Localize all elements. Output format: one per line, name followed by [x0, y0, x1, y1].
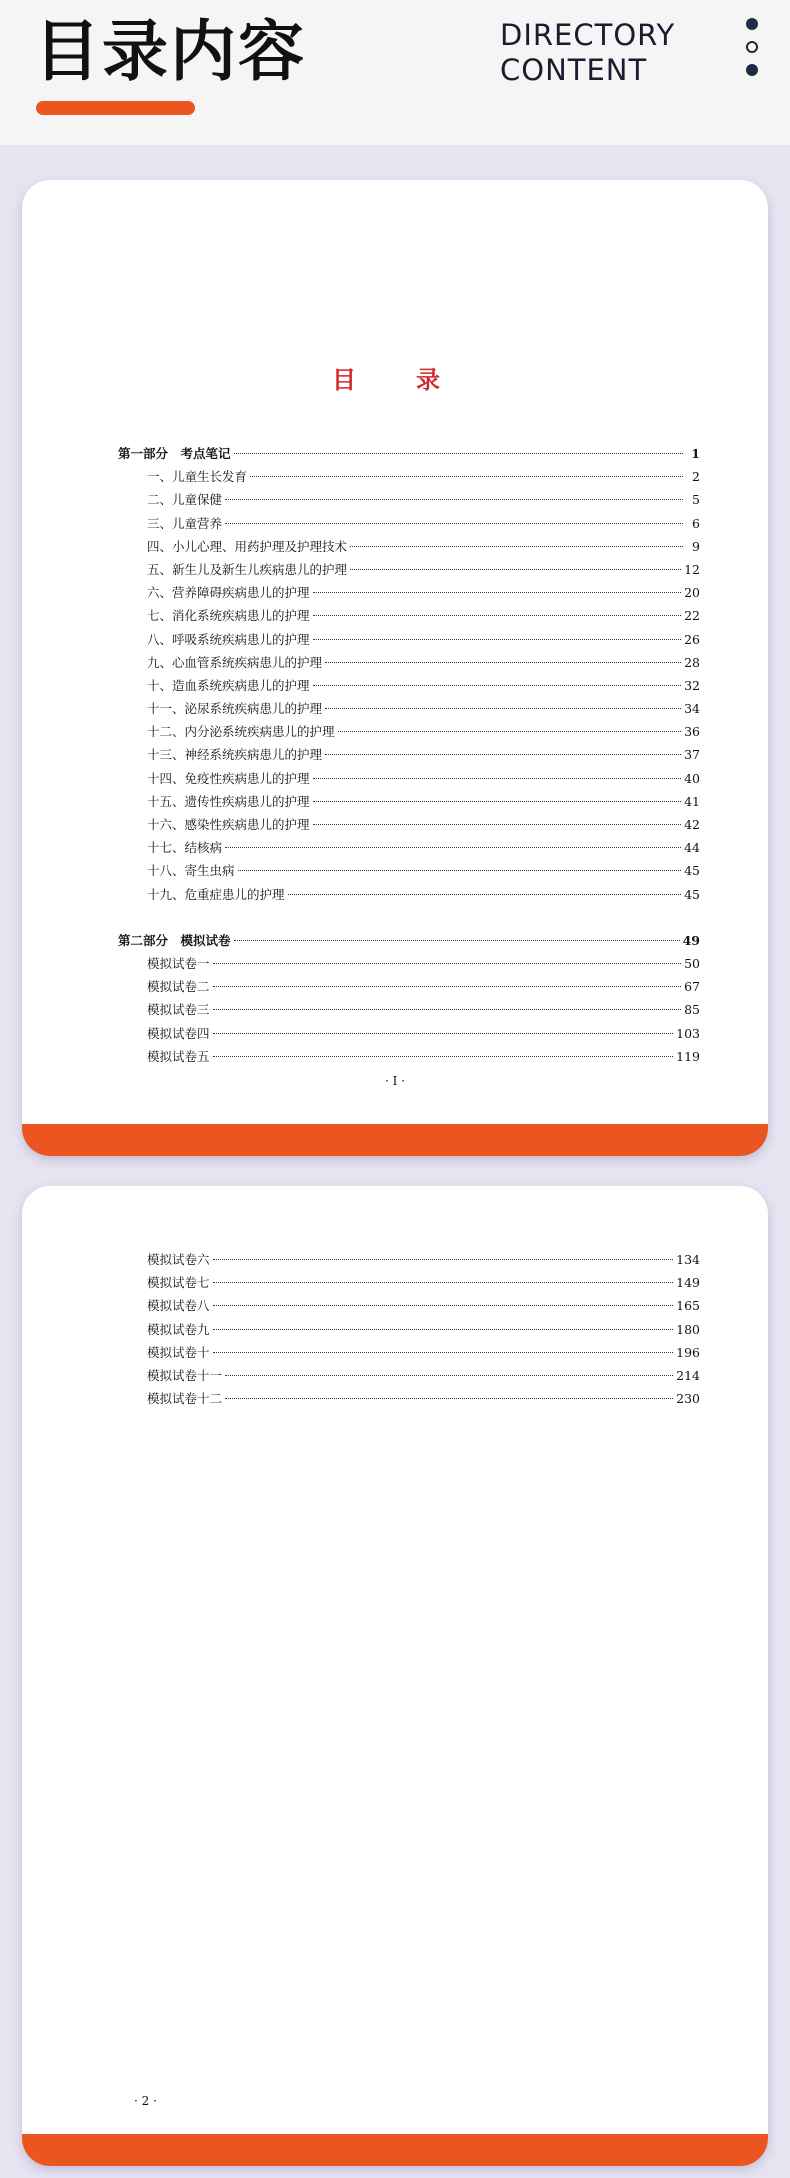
toc-leader — [213, 962, 682, 964]
toc-part-heading — [118, 442, 700, 465]
toc-leader — [225, 1374, 673, 1376]
toc-entry-page: 9 — [692, 538, 700, 554]
toc-entry — [118, 743, 700, 766]
toc-entry — [118, 674, 700, 697]
toc-entry-page: 165 — [676, 1298, 700, 1314]
toc-entry — [118, 697, 700, 720]
toc-leader — [225, 498, 683, 500]
toc-entry-page: 45 — [684, 886, 700, 902]
toc-entry — [118, 535, 700, 558]
toc-entry — [118, 836, 700, 859]
toc-entry-page: 6 — [692, 515, 700, 531]
toc-entry — [118, 628, 700, 651]
toc-title: 目 录 — [332, 366, 458, 394]
toc-entry-label: 四、小儿心理、用药护理及护理技术 — [147, 538, 348, 554]
toc-entry-label: 九、心血管系统疾病患儿的护理 — [147, 654, 323, 670]
toc-leader — [234, 452, 683, 454]
toc-entry — [118, 1271, 700, 1294]
toc-entry-label: 十八、寄生虫病 — [147, 863, 235, 879]
toc-entry-label: 十一、泌尿系统疾病患儿的护理 — [147, 701, 323, 717]
header-cn-title: 目录内容 — [34, 13, 306, 90]
toc-entry — [118, 1318, 700, 1341]
header-accent-bar — [36, 101, 195, 115]
toc-entry-page: 40 — [684, 770, 700, 786]
toc-leader — [325, 707, 681, 709]
toc-entry-page: 12 — [684, 561, 700, 577]
toc-entry-label: 五、新生儿及新生儿疾病患儿的护理 — [147, 561, 348, 577]
toc-entry — [118, 1022, 700, 1045]
toc-entry-label: 七、消化系统疾病患儿的护理 — [147, 608, 310, 624]
toc-leader — [288, 893, 682, 895]
toc-leader — [225, 522, 683, 524]
toc-entry-label: 模拟试卷十二 — [147, 1391, 223, 1407]
toc-entry — [118, 1045, 700, 1068]
toc-entry-label: 模拟试卷十一 — [147, 1367, 223, 1383]
toc-page-1 — [22, 180, 768, 1156]
toc-entry-label: 模拟试卷五 — [147, 1048, 210, 1064]
toc-entry-label: 模拟试卷六 — [147, 1252, 210, 1267]
toc-entry — [118, 859, 700, 882]
toc-entry-page: 149 — [676, 1275, 700, 1291]
toc-entry-label: 模拟试卷八 — [147, 1298, 210, 1314]
toc-entry-page: 44 — [684, 840, 700, 856]
toc-entry-page: 36 — [684, 724, 700, 740]
toc-entry — [118, 512, 700, 535]
toc-entry-page: 119 — [676, 1048, 700, 1064]
toc-entry-label: 十九、危重症患儿的护理 — [147, 886, 285, 902]
toc-entry — [118, 1294, 700, 1317]
toc-entry — [118, 488, 700, 511]
toc-leader — [213, 1055, 674, 1057]
toc-leader — [350, 568, 681, 570]
toc-entry-page: 32 — [684, 677, 700, 693]
toc-entry-page: 49 — [682, 932, 700, 948]
toc-entry — [118, 604, 700, 627]
toc-entry-label: 第二部分 模拟试卷 — [118, 932, 231, 948]
toc-leader — [313, 800, 682, 802]
toc-leader — [350, 545, 683, 547]
toc-page-2 — [22, 1186, 768, 2166]
toc-entry-label: 十六、感染性疾病患儿的护理 — [147, 817, 310, 832]
toc-entry-page: 230 — [676, 1391, 700, 1407]
toc-leader — [313, 823, 682, 825]
toc-entry-label: 模拟试卷四 — [147, 1025, 210, 1041]
toc-entry-page: 2 — [692, 469, 700, 485]
toc-leader — [213, 1351, 674, 1353]
header-en-line2: CONTENT — [500, 53, 648, 87]
toc-entry-label: 模拟试卷一 — [147, 955, 210, 971]
toc-entry-page: 180 — [676, 1321, 700, 1337]
toc-entry-page: 85 — [684, 1002, 700, 1018]
toc-entry — [118, 790, 700, 813]
toc-entry-page: 28 — [684, 654, 700, 670]
toc-entry-page: 214 — [676, 1367, 700, 1383]
toc-entry — [118, 1364, 700, 1387]
toc-entry-page: 26 — [684, 631, 700, 647]
toc-entry-page: 50 — [684, 955, 700, 971]
toc-entry-label: 八、呼吸系统疾病患儿的护理 — [147, 631, 310, 647]
toc-entry-label: 模拟试卷九 — [147, 1321, 210, 1337]
toc-entry-label: 模拟试卷七 — [147, 1275, 210, 1291]
toc-leader — [238, 869, 682, 871]
toc-leader — [213, 1328, 674, 1330]
page-bottom-band — [22, 1124, 768, 1156]
toc-entry — [118, 998, 700, 1021]
toc-entry — [118, 813, 700, 836]
toc-entry — [118, 767, 700, 790]
header-banner — [0, 0, 790, 145]
toc-leader — [325, 753, 681, 755]
toc-entry-page: 67 — [684, 979, 700, 995]
toc-entry-page: 37 — [684, 747, 700, 763]
toc-entry-label: 十七、结核病 — [147, 840, 223, 856]
toc-entry-page: 41 — [684, 793, 700, 809]
toc-entry — [118, 1387, 700, 1410]
toc-leader — [313, 614, 682, 616]
page-number: · 2 · — [134, 2094, 157, 2108]
toc-leader — [213, 1258, 674, 1260]
toc-entry-page: 134 — [676, 1252, 700, 1267]
toc-entry — [118, 1341, 700, 1364]
header-en-title — [500, 18, 675, 88]
toc-entry-label: 十五、遗传性疾病患儿的护理 — [147, 793, 310, 809]
toc-entry — [118, 1248, 700, 1271]
toc-leader — [313, 684, 682, 686]
toc-leader — [250, 475, 683, 477]
toc-leader — [213, 1304, 674, 1306]
toc-entry-page: 196 — [676, 1344, 700, 1360]
page-indicator-dots — [746, 18, 760, 87]
toc-leader — [213, 1008, 682, 1010]
dot-filled-icon — [746, 18, 758, 30]
toc-list-2 — [118, 1248, 700, 1410]
toc-leader — [313, 638, 682, 640]
toc-entry — [118, 720, 700, 743]
toc-leader — [213, 1281, 674, 1283]
toc-entry-label: 三、儿童营养 — [147, 515, 223, 531]
toc-leader — [313, 777, 682, 779]
toc-entry-page: 45 — [684, 863, 700, 879]
toc-leader — [338, 730, 682, 732]
toc-entry — [118, 975, 700, 998]
toc-entry — [118, 883, 700, 906]
toc-entry-label: 十四、免疫性疾病患儿的护理 — [147, 770, 310, 786]
toc-leader — [213, 1032, 674, 1034]
toc-leader — [325, 661, 681, 663]
toc-entry-page: 20 — [684, 585, 700, 601]
toc-entry-label: 模拟试卷二 — [147, 979, 210, 995]
toc-entry — [118, 651, 700, 674]
toc-entry-label: 十三、神经系统疾病患儿的护理 — [147, 747, 323, 763]
toc-entry-page: 1 — [691, 446, 700, 461]
toc-entry-label: 模拟试卷十 — [147, 1344, 210, 1360]
toc-entry-page: 34 — [684, 701, 700, 717]
toc-leader — [225, 846, 681, 848]
header-en-line1: DIRECTORY — [500, 18, 676, 52]
toc-entry-label: 十二、内分泌系统疾病患儿的护理 — [147, 724, 335, 740]
page-number: · I · — [385, 1074, 405, 1088]
toc-leader — [234, 939, 680, 941]
toc-entry-page: 42 — [684, 817, 700, 832]
toc-entry-label: 第一部分 考点笔记 — [118, 446, 231, 461]
toc-entry — [118, 581, 700, 604]
toc-leader — [225, 1397, 673, 1399]
toc-entry — [118, 952, 700, 975]
dot-filled-icon — [746, 64, 758, 76]
toc-part-heading — [118, 929, 700, 952]
toc-entry-label: 模拟试卷三 — [147, 1002, 210, 1018]
toc-entry-label: 十、造血系统疾病患儿的护理 — [147, 677, 310, 693]
toc-leader — [213, 985, 682, 987]
toc-entry — [118, 465, 700, 488]
toc-entry-page: 22 — [684, 608, 700, 624]
toc-list-1 — [118, 442, 700, 1068]
toc-entry — [118, 558, 700, 581]
page-bottom-band — [22, 2134, 768, 2166]
dot-hollow-icon — [746, 41, 758, 53]
toc-entry-label: 一、儿童生长发育 — [147, 469, 248, 485]
toc-entry-page: 103 — [676, 1025, 700, 1041]
toc-leader — [313, 591, 682, 593]
toc-entry-label: 二、儿童保健 — [147, 492, 223, 508]
toc-entry-label: 六、营养障碍疾病患儿的护理 — [147, 585, 310, 601]
toc-entry-page: 5 — [692, 492, 700, 508]
